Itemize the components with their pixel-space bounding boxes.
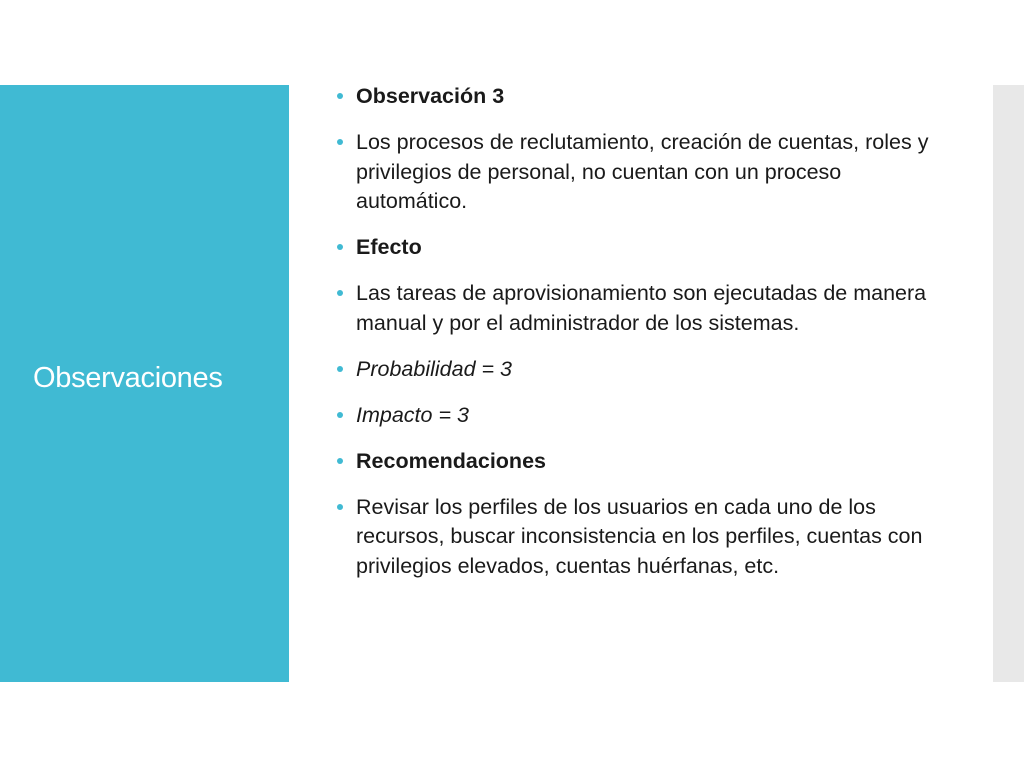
bullet-icon: [337, 290, 343, 296]
bullet-text: Recomendaciones: [356, 448, 546, 473]
bullet-icon: [337, 244, 343, 250]
bullet-text: Observación 3: [356, 84, 505, 108]
bullet-text: Impacto = 3: [356, 402, 469, 427]
bullet-item: [334, 233, 934, 263]
bullet-icon: [337, 139, 343, 145]
bullet-item: [334, 128, 934, 217]
bullet-text: Probabilidad = 3: [356, 356, 512, 381]
bullet-icon: [337, 458, 343, 464]
bullet-item: [334, 279, 934, 338]
bullet-item: [334, 355, 934, 385]
bullet-text: Revisar los perfiles de los usuarios en cada uno de los recursos, buscar inconsistencia en los perfiles, cuentas con privilegios elevados, cuentas huérfanas, etc.: [356, 494, 923, 578]
bullet-item: [334, 401, 934, 431]
side-band: [993, 85, 1024, 682]
bullet-list: [334, 82, 934, 598]
bullet-text: Efecto: [356, 235, 422, 259]
bullet-text: Los procesos de reclutamiento, creación de cuentas, roles y privilegios de personal, no cuentan con un proceso automático.: [356, 130, 929, 213]
bullet-text: Las tareas de aprovisionamiento son ejecutadas de manera manual y por el administrador de los sistemas.: [356, 281, 927, 335]
bullet-icon: [337, 504, 343, 510]
slide-title: Observaciones: [33, 362, 223, 394]
bullet-item: [334, 493, 934, 582]
bullet-item: [334, 82, 934, 112]
bullet-icon: [337, 93, 343, 99]
bullet-item: [334, 447, 934, 477]
bullet-icon: [337, 366, 343, 372]
bullet-icon: [337, 412, 343, 418]
